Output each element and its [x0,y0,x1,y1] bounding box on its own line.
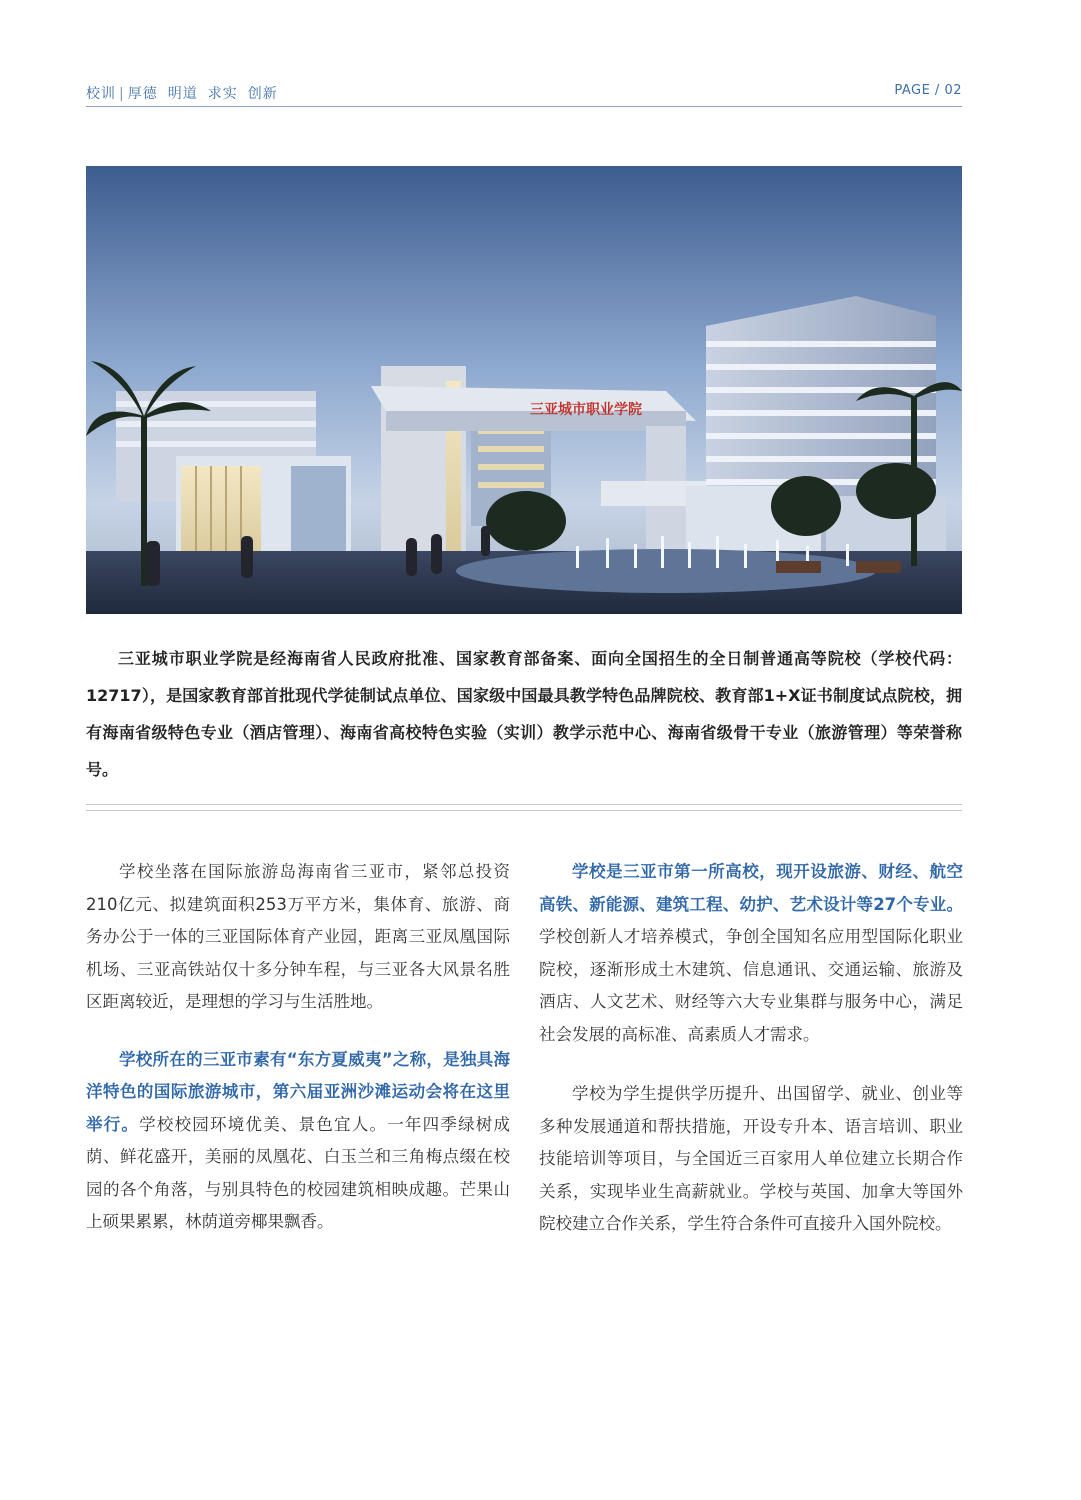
left-text-column [86,856,510,1239]
city-highlight-text: 学校所在的三亚市素有“东方夏威夷”之称，是独具海洋特色的国际旅游城市，第六届亚洲沙滩运动会将在这里举行。 [86,1049,510,1134]
motto-word: 明道 [167,86,198,102]
programs-paragraph [539,856,963,1051]
intro-paragraph: 三亚城市职业学院是经海南省人民政府批准、国家教育部备案、面向全国招生的全日制普通高等院校（学校代码：12717），是国家教育部首批现代学徒制试点单位、国家级中国最具教学特色品牌院校、教育部1+X证书制度试点院校，拥有海南省级特色专业（酒店管理）、海南省高校特色实验（实训）教学示范中心、海南省级骨干专业（旅游管理）等荣誉称号。 [86,649,962,779]
city-paragraph [86,1044,510,1239]
city-body-text: 学校校园环境优美、景色宜人。一年四季绿树成荫、鲜花盛开，美丽的凤凰花、白玉兰和三角梅点缀在校园的各个角落，与别具特色的校园建筑相映成趣。芒果山上硕果累累，林荫道旁椰果飘香。 [86,1114,511,1231]
student-support-paragraph: 学校为学生提供学历提升、出国留学、就业、创业等多种发展通道和帮扶措施，开设专升本、语言培训、职业技能培训等项目，与全国近三百家用人单位建立长期合作关系，实现毕业生高薪就业。学校与英国、加拿大等国外院校建立合作关系，学生符合条件可直接升入国外院校。 [539,1084,963,1233]
campus-rendering-image [86,166,962,614]
school-motto [86,83,288,103]
page-number: PAGE / 02 [894,83,962,98]
motto-label: 校训 [86,86,116,102]
page-header [86,80,962,107]
programs-highlight-text: 学校是三亚市第一所高校，现开设旅游、财经、航空高铁、新能源、建筑工程、幼护、艺术设计等27个专业。 [539,862,963,914]
programs-body-text: 学校创新人才培养模式，争创全国知名应用型国际化职业院校，逐渐形成土木建筑、信息通讯、交通运输、旅游及酒店、人文艺术、财经等六大专业集群与服务中心，满足社会发展的高标准、高素质人才需求。 [539,927,963,1044]
gate-sign-text: 三亚城市职业学院 [530,402,642,418]
motto-word: 厚德 [127,86,158,102]
right-text-column [539,856,963,1241]
section-divider [86,804,962,811]
motto-separator: | [119,86,125,102]
location-paragraph: 学校坐落在国际旅游岛海南省三亚市，紧邻总投资210亿元、拟建筑面积253万平方米，集体育、旅游、商务办公于一体的三亚国际体育产业园，距离三亚凤凰国际机场、三亚高铁站仅十多分钟车程，与三亚各大风景名胜区距离较近，是理想的学习与生活胜地。 [86,862,510,1011]
motto-word: 创新 [247,86,278,102]
motto-word: 求实 [207,86,238,102]
